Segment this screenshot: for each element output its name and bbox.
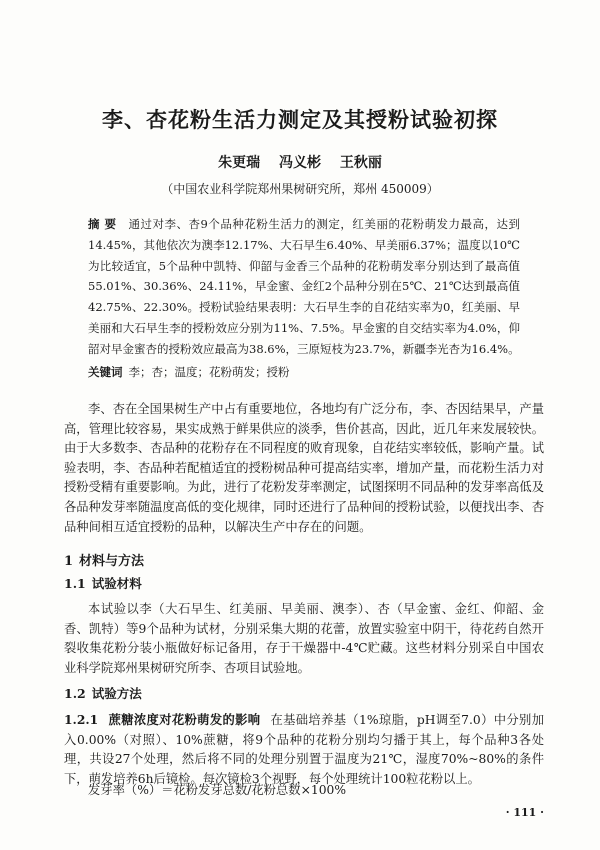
abstract-label: 摘 要 [88,217,117,231]
germination-formula: 发芽率（%）＝花粉发芽总数/花粉总数×100% [88,783,347,797]
page-number: · 111 · [505,806,544,819]
abstract-block [88,214,520,360]
section-title: 材料与方法 [79,554,145,569]
paper-title: 李、杏花粉生活力测定及其授粉试验初探 [102,107,498,132]
keywords-block [88,362,520,382]
affiliation: （中国农业科学院郑州果树研究所，郑州 450009） [161,182,439,196]
subsection-number: 1.2 [64,686,86,701]
subsection-number: 1.1 [64,576,86,591]
intro-paragraph: 李、杏在全国果树生产中占有重要地位，各地均有广泛分布，李、杏因结果早，产量高，管理比较容易，果实成熟于鲜果供应的淡季，售价甚高，因此，近几年来发展较快。由于大多数李、杏品种的花粉存在不同程度的败育现象，自花结实率较低，影响产量。试验表明，李、杏品种若配植适宜的授粉树品种可提高结实率，增加产量，而花粉生活力对授粉受精有重要影响。为此，进行了花粉发芽率测定，试图探明不同品种的发芽率高低及各品种发芽率随温度高低的变化规律，同时还进行了品种间的授粉试验，以便找出李、杏品种间相互适宜授粉的品种，以解决生产中存在的问题。 [64,402,544,534]
subsection-title: 试验材料 [91,576,142,591]
materials-paragraph: 本试验以李（大石早生、红美丽、早美丽、澳李）、杏（早金蜜、金红、仰韶、金香、凯特）等9个品种为试材，分别采集大期的花蕾，放置实验室中阴干，待花药自然开裂收集花粉分装小瓶做好标记备用，存于干燥器中-4℃贮藏。这些材料分别采自中国农业科学院郑州果树研究所李、杏项目试验地。 [64,602,544,675]
section-number: 1 [64,554,74,569]
abstract-text: 通过对李、杏9个品种花粉生活力的测定，红美丽的花粉萌发力最高，达到14.45%，其他依次为澳李12.17%、大石早生6.40%、早美丽6.37%；温度以10℃为比较适宜，5个品种中凯特、仰韶与金香三个品种的花粉萌发率分别达到了最高值55.01%、30.36%、24.11%，早金蜜、金红2个品种分别在5℃、21℃达到最高值42.75%、22.30%。授粉试验结果表明：大石早生李的自花结实率为0，红美丽、早美丽和大石早生李的授粉效应分别为11%、7.5%。早金蜜的自交结实率为4.0%，仰韶对早金蜜杏的授粉效应最高为38.6%，三原短枝为23.7%，新疆李光杏为16.4%。 [88,217,520,356]
subsection-heading-1-2 [64,684,142,702]
subsubsection-title: 蔗糖浓度对花粉萌发的影响 [108,712,261,727]
section-heading-1 [64,550,144,569]
keywords-label: 关键词 [88,365,123,379]
methods-text: 在基础培养基（1%琼脂，pH调至7.0）中分别加入0.00%（对照）、10%蔗糖，将9个品种的花粉分别均匀播于其上，每个品种3各处理，共设27个处理，然后将不同的处理分别置于温度为21℃，湿度70%~80%的条件下，萌发培养6h后镜检。每次镜检3个视野，每个处理统计100粒花粉以上。 [64,713,544,786]
author-list: 朱更瑞 冯义彬 王秋丽 [218,155,382,171]
keywords-text: 李；杏；温度；花粉萌发；授粉 [128,365,290,379]
subsection-title: 试验方法 [91,686,142,701]
methods-paragraph [64,710,544,789]
subsubsection-number: 1.2.1 [64,712,99,727]
subsection-heading-1-1 [64,574,142,592]
